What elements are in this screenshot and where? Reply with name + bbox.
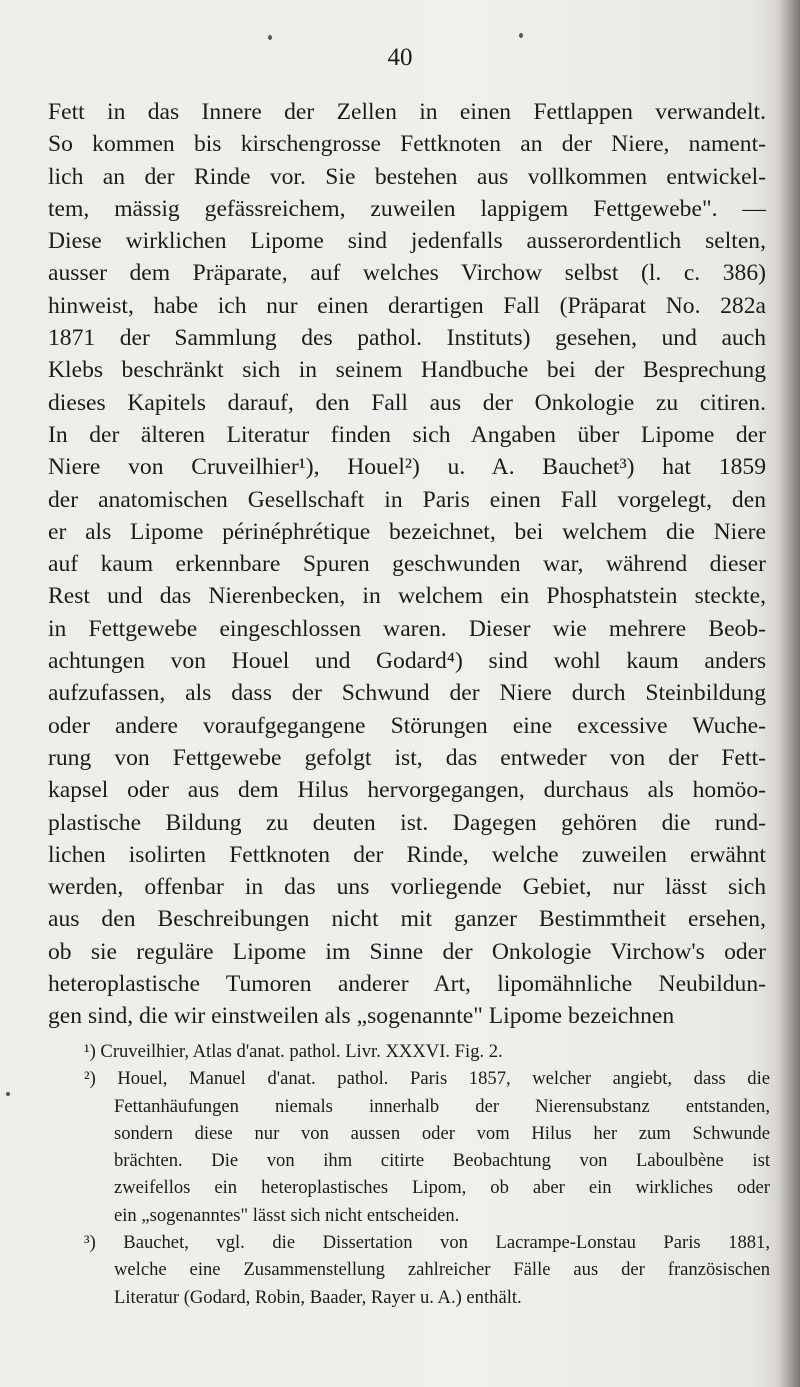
footnote-1: ¹) Cruveilhier, Atlas d'anat. pathol. Livr. XXXVI. Fig. 2. bbox=[84, 1041, 503, 1062]
footnote-2: ²) Houel, Manuel d'anat. pathol. Paris 1857, welcher angiebt, dass die bbox=[84, 1068, 770, 1090]
text-line: ausser dem Präparate, auf welches Virchow selbst (l. c. 386) bbox=[48, 260, 766, 287]
text-line: heteroplastische Tumoren anderer Art, lipomähnliche Neubildun- bbox=[48, 971, 766, 998]
page-edge-shadow bbox=[778, 0, 800, 1387]
footnote-line: sondern diese nur von aussen oder vom Hilus her zum Schwunde bbox=[114, 1122, 770, 1144]
footnote-line: ein „sogenanntes" lässt sich nicht entscheiden. bbox=[114, 1204, 460, 1226]
text-line: achtungen von Houel und Godard⁴) sind wohl kaum anders bbox=[48, 648, 766, 675]
text-line: oder andere voraufgegangene Störungen eine excessive Wuche- bbox=[48, 712, 766, 739]
text-line: lichen isolirten Fettknoten der Rinde, welche zuweilen erwähnt bbox=[48, 841, 766, 868]
text-line: rung von Fettgewebe gefolgt ist, das entweder von der Fett- bbox=[48, 744, 766, 771]
page-number: 40 bbox=[387, 44, 413, 71]
text-line: plastische Bildung zu deuten ist. Dagegen gehören die rund- bbox=[48, 809, 766, 836]
text-line: werden, offenbar in das uns vorliegende Gebiet, nur lässt sich bbox=[48, 874, 766, 901]
text-line: 1871 der Sammlung des pathol. Instituts) gesehen, und auch bbox=[48, 325, 766, 352]
text-line: auf kaum erkennbare Spuren geschwunden war, während dieser bbox=[48, 551, 766, 578]
footnote-line: zweifellos ein heteroplastisches Lipom, ob aber ein wirkliches oder bbox=[114, 1177, 770, 1199]
print-speck bbox=[519, 33, 523, 38]
text-line: aus den Beschreibungen nicht mit ganzer Bestimmtheit ersehen, bbox=[48, 906, 766, 933]
text-line: aufzufassen, als dass der Schwund der Niere durch Steinbildung bbox=[48, 680, 766, 707]
footnote-line: welche eine Zusammenstellung zahlreicher Fälle aus der französischen bbox=[114, 1259, 770, 1281]
text-line: der anatomischen Gesellschaft in Paris einen Fall vorgelegt, den bbox=[48, 486, 766, 513]
body-text bbox=[48, 96, 766, 1033]
text-line: Fett in das Innere der Zellen in einen Fettlappen verwandelt. bbox=[48, 99, 766, 125]
footnote-line: Fettanhäufungen niemals innerhalb der Nierensubstanz entstanden, bbox=[114, 1095, 770, 1117]
footnotes bbox=[84, 1038, 770, 1311]
text-line: gen sind, die wir einstweilen als „sogenannte" Lipome bezeichnen bbox=[48, 1003, 675, 1030]
text-line: lich an der Rinde vor. Sie bestehen aus vollkommen entwickel- bbox=[48, 163, 766, 190]
text-line: in Fettgewebe eingeschlossen waren. Dieser wie mehrere Beob- bbox=[48, 615, 766, 642]
text-line: tem, mässig gefässreichem, zuweilen lappigem Fettgewebe". — bbox=[48, 195, 766, 222]
footnote-3: ³) Bauchet, vgl. die Dissertation von Lacrampe-Lonstau Paris 1881, bbox=[84, 1232, 770, 1254]
text-line: Diese wirklichen Lipome sind jedenfalls ausserordentlich selten, bbox=[48, 228, 766, 255]
text-line: kapsel oder aus dem Hilus hervorgegangen, durchaus als homöo- bbox=[48, 777, 766, 804]
footnote-line: Literatur (Godard, Robin, Baader, Rayer u. A.) enthält. bbox=[114, 1286, 522, 1308]
text-line: Niere von Cruveilhier¹), Houel²) u. A. Bauchet³) hat 1859 bbox=[48, 454, 766, 481]
text-line: dieses Kapitels darauf, den Fall aus der Onkologie zu citiren. bbox=[48, 389, 766, 416]
text-line: hinweist, habe ich nur einen derartigen Fall (Präparat No. 282a bbox=[48, 292, 766, 319]
print-speck bbox=[6, 1092, 10, 1096]
text-line: Klebs beschränkt sich in seinem Handbuche bei der Besprechung bbox=[48, 357, 766, 384]
footnote-line: brächten. Die von ihm citirte Beobachtung von Laboulbène ist bbox=[114, 1150, 770, 1172]
text-line: In der älteren Literatur finden sich Angaben über Lipome der bbox=[48, 421, 766, 448]
print-speck bbox=[268, 35, 272, 40]
text-line: ob sie reguläre Lipome im Sinne der Onkologie Virchow's oder bbox=[48, 938, 766, 965]
text-line: er als Lipome périnéphrétique bezeichnet, bei welchem die Niere bbox=[48, 518, 766, 545]
text-line: So kommen bis kirschengrosse Fettknoten an der Niere, nament- bbox=[48, 131, 766, 158]
text-line: Rest und das Nierenbecken, in welchem ein Phosphatstein steckte, bbox=[48, 583, 766, 610]
